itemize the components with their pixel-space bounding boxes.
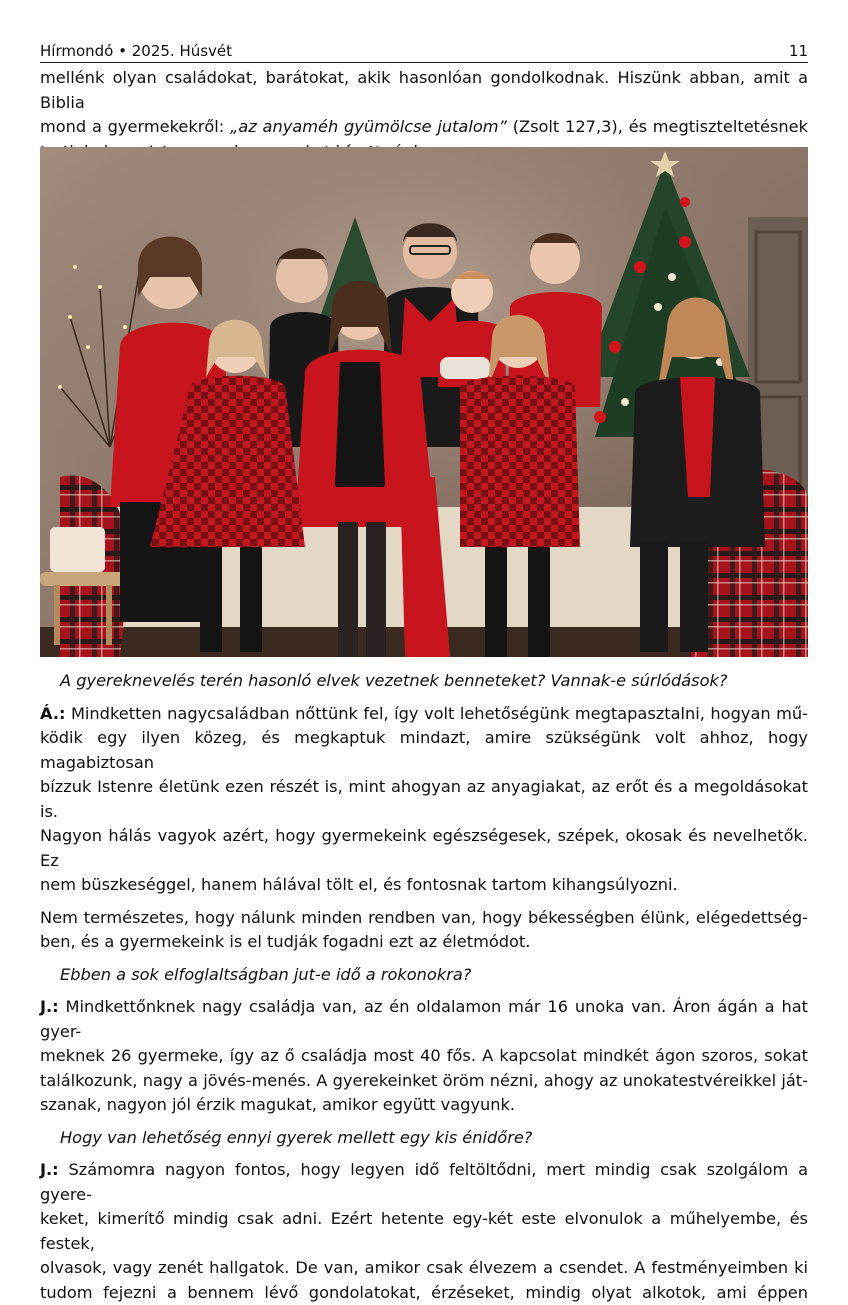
bible-quote: „az anyaméh gyümölcse jutalom” — [230, 117, 507, 136]
family-photo — [40, 147, 808, 657]
answer-1-continued — [40, 906, 808, 955]
answer-line: J.: Számomra nagyon fontos, hogy legyen idő feltöltődni, mert mindig csak szolgálom a gyere- — [40, 1158, 808, 1207]
speaker-label: Á.: — [40, 704, 65, 723]
speaker-label: J.: — [40, 997, 59, 1016]
question-2: Ebben a sok elfoglaltságban jut-e idő a rokonokra? — [40, 963, 808, 988]
answer-3 — [40, 1158, 808, 1305]
answer-2 — [40, 995, 808, 1118]
answer-line: ben, és a gyermekeink is el tudják fogadni ezt az életmódot. — [40, 930, 808, 955]
answer-line: ködik egy ilyen közeg, és megkaptuk mindazt, amire szükségünk volt ahhoz, hogy magabiztosan — [40, 726, 808, 775]
answer-line: olvasok, vagy zenét hallgatok. De van, amikor csak élvezem a csendet. A festményeimben ki — [40, 1256, 808, 1281]
interview-section — [40, 669, 808, 1305]
answer-line: keket, kimerítő mindig csak adni. Ezért hetente egy-két este elvonulok a műhelyembe, és festek, — [40, 1207, 808, 1256]
answer-line: szanak, nagyon jól érzik magukat, amikor együtt vagyunk. — [40, 1093, 808, 1118]
magazine-page — [40, 0, 808, 1200]
speaker-label: J.: — [40, 1160, 59, 1179]
answer-line: tudom fejezni a bennem lévő gondolatokat, érzéseket, mindig olyat alkotok, ami éppen — [40, 1281, 808, 1305]
page-number: 11 — [789, 42, 808, 60]
publication-title: Hírmondó • 2025. Húsvét — [40, 42, 232, 60]
answer-line: Nagyon hálás vagyok azért, hogy gyermekeink egészségesek, szépek, okosak és nevelhetők. Ez — [40, 824, 808, 873]
answer-line: találkozunk, nagy a jövés-menés. A gyerekeinket öröm nézni, ahogy az unokatestvéreikkel ját- — [40, 1069, 808, 1094]
answer-line: Nem természetes, hogy nálunk minden rendben van, hogy békességben élünk, elégedettség- — [40, 906, 808, 931]
answer-line: Á.: Mindketten nagycsaládban nőttünk fel, így volt lehetőségünk megtapasztalni, hogyan mű- — [40, 702, 808, 727]
page-header — [40, 40, 808, 63]
question-1: A gyereknevelés terén hasonló elvek vezetnek benneteket? Vannak-e súrlódások? — [40, 669, 808, 694]
answer-line: nem büszkeséggel, hanem hálával tölt el, és fontosnak tartom kihangsúlyozni. — [40, 873, 808, 898]
answer-line: J.: Mindkettőnknek nagy családja van, az én oldalamon már 16 unoka van. Áron ágán a hat gyer- — [40, 995, 808, 1044]
intro-line: mellénk olyan családokat, barátokat, akik hasonlóan gondolkodnak. Hiszünk abban, amit a Biblia — [40, 66, 808, 115]
answer-line: bízzuk Istenre életünk ezen részét is, mint ahogyan az anyagiakat, az erőt és a megoldásokat is. — [40, 775, 808, 824]
intro-line: mond a gyermekekről: „az anyaméh gyümölcse jutalom” (Zsolt 127,3), és megtiszteltetésnek — [40, 115, 808, 140]
question-3: Hogy van lehetőség ennyi gyerek mellett egy kis énidőre? — [40, 1126, 808, 1151]
answer-line: meknek 26 gyermeke, így az ő családja most 40 fős. A kapcsolat mindkét ágon szoros, sokat — [40, 1044, 808, 1069]
answer-1 — [40, 702, 808, 898]
